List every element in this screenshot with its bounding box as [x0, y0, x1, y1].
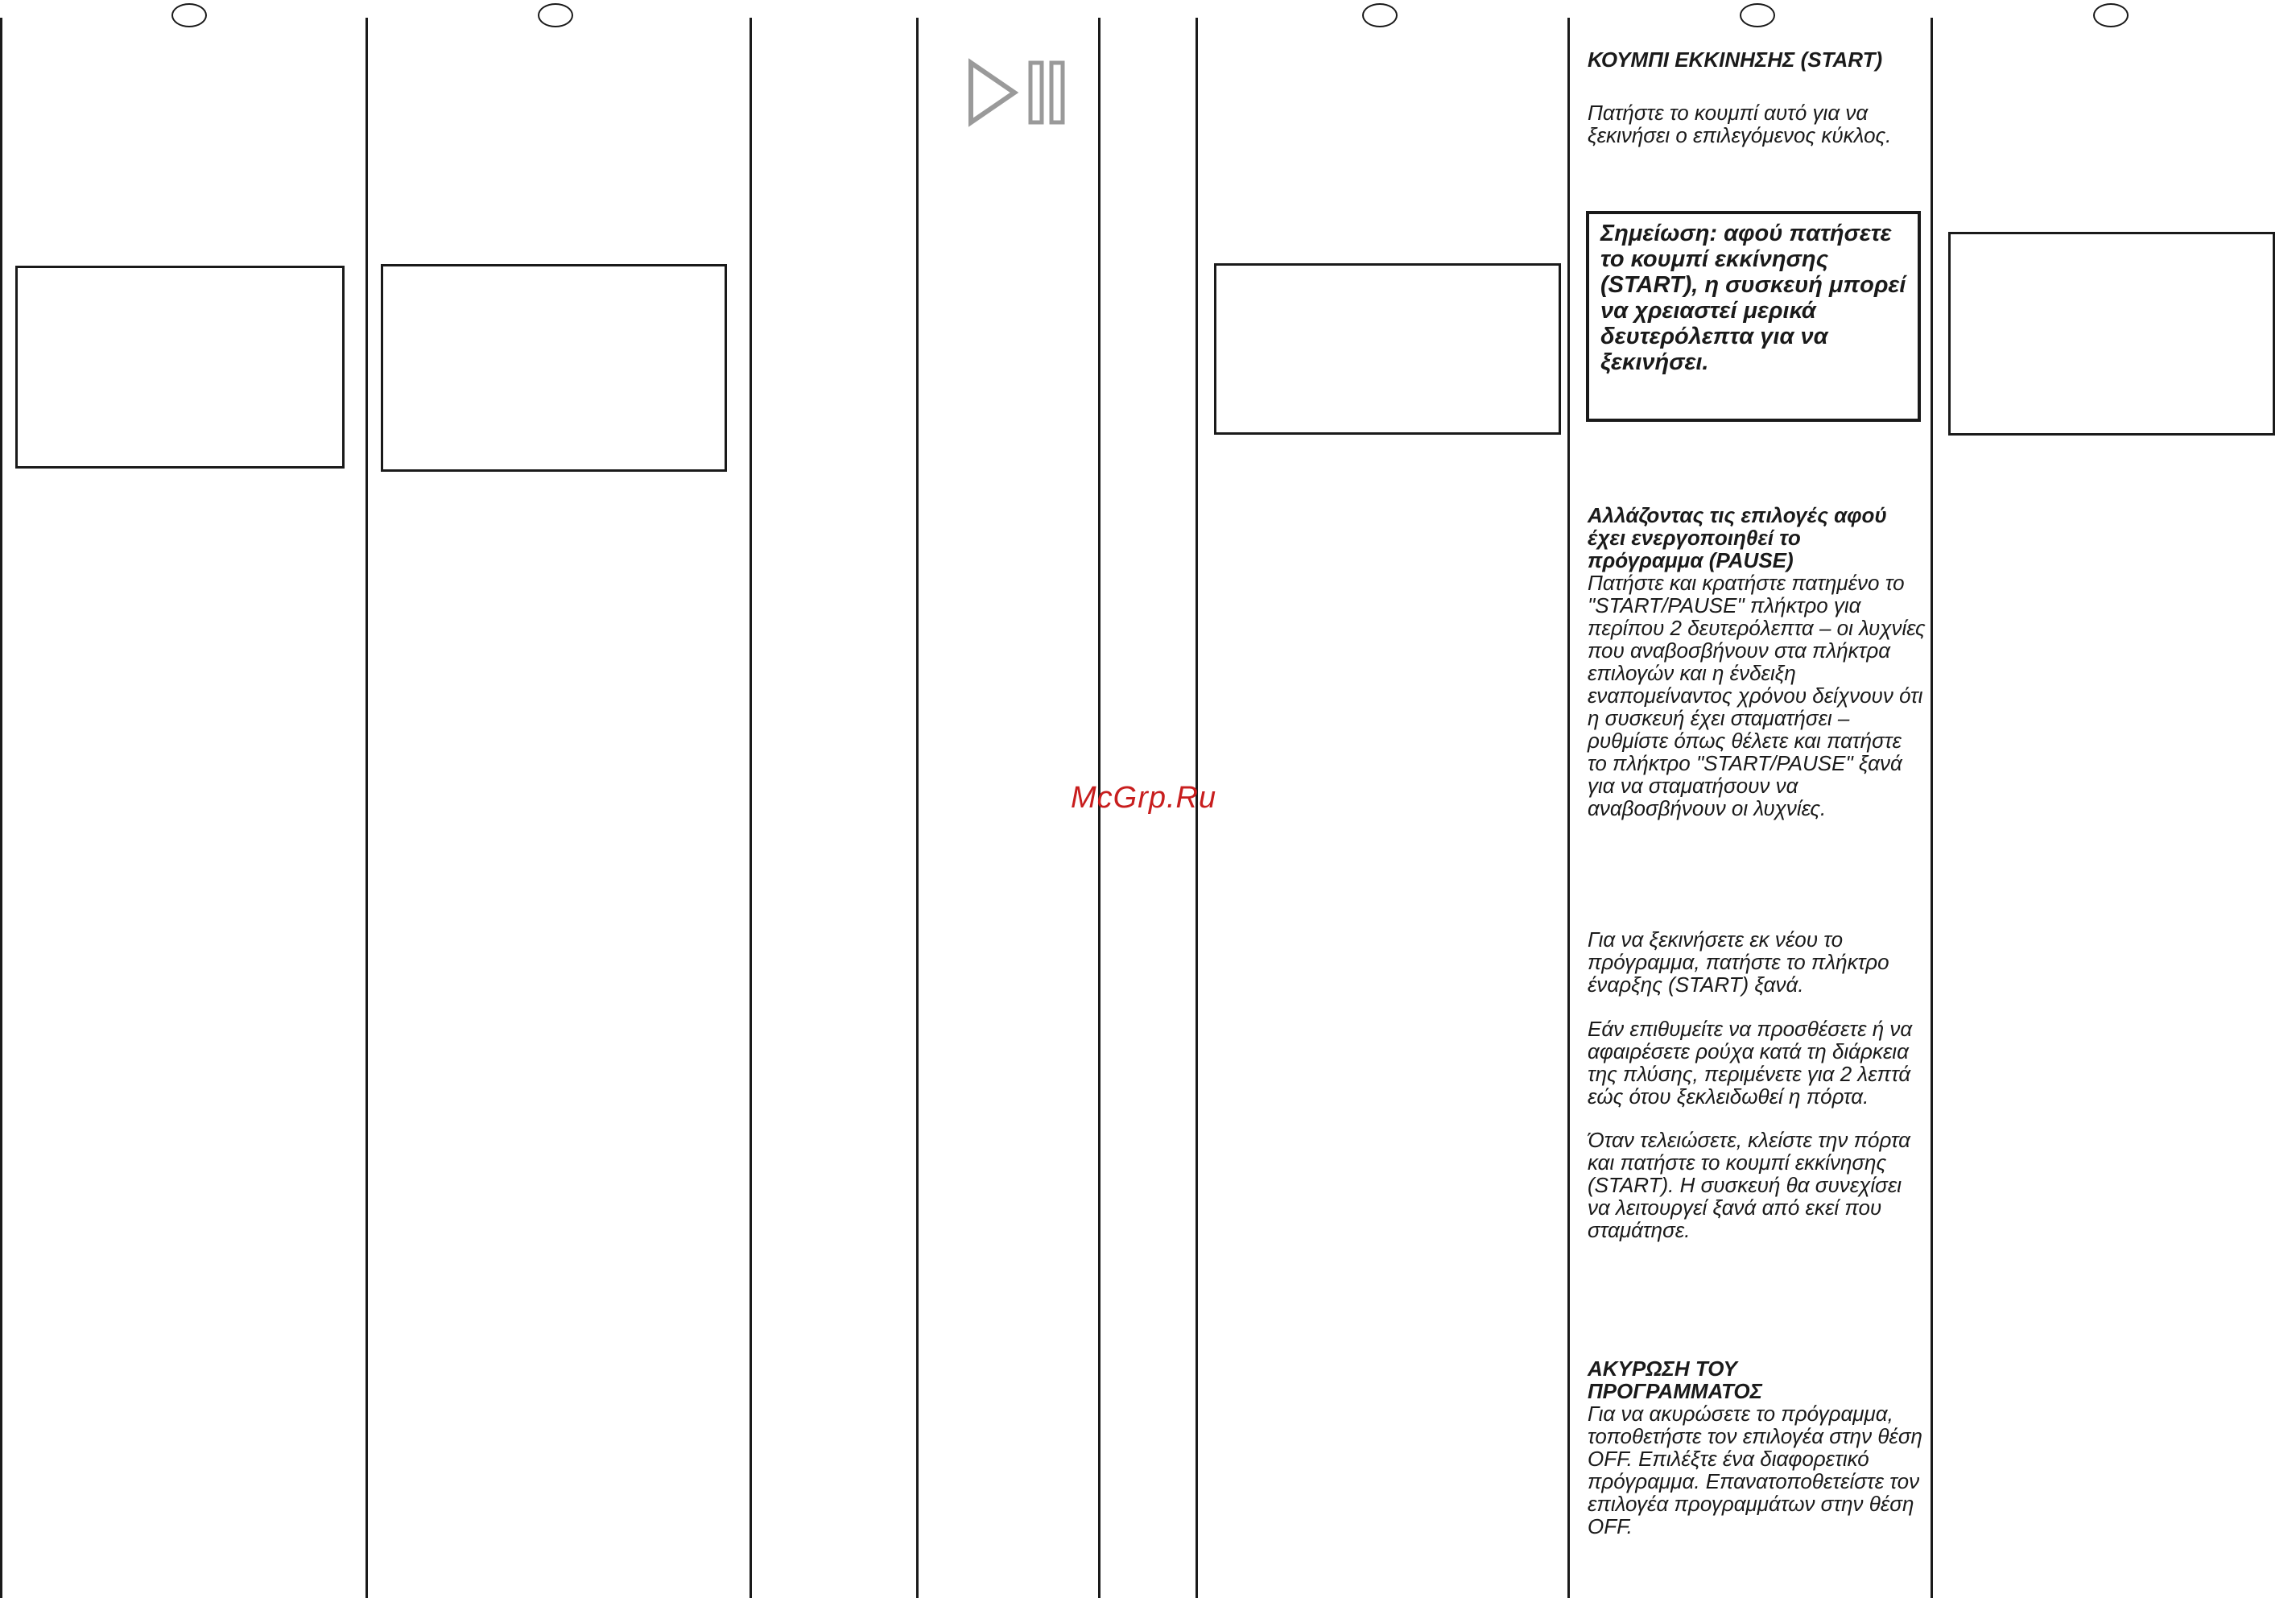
image-frame [1948, 232, 2275, 436]
binder-hole [171, 3, 207, 27]
play-pause-icon [966, 58, 1071, 127]
column-rule [916, 18, 919, 1598]
pause-body: Πατήστε και κρατήστε πατημένο το "START/PAUSE" πλήκτρο για περίπου 2 δευτερόλεπτα – οι λυχνίες που αναβοσβήνουν στα πλήκτρα επιλογών και η ένδειξη εναπομείναντος χρόνου δείχνουν ότι η συσκευή έχει σταματήσει – ρυθμίστε όπως θέλετε και πατήστε το πλήκτρο "START/PAUSE" ξανά για να σταματήσουν να αναβοσβήνουν οι λυχνίες. [1588, 571, 1926, 820]
watermark: McGrp.Ru [1071, 781, 1217, 815]
column-rule [750, 18, 752, 1598]
start-heading: ΚΟΥΜΠΙ ΕΚΚΙΝΗΣΗΣ (START) [1588, 47, 1883, 72]
column-rule [1567, 18, 1570, 1598]
pause-heading: Αλλάζοντας τις επιλογές αφού έχει ενεργοποιηθεί το πρόγραμμα (PAUSE) [1588, 503, 1887, 572]
restart-body: Για να ξεκινήσετε εκ νέου το πρόγραμμα, πατήστε το πλήκτρο έναρξης (START) ξανά. [1588, 927, 1889, 997]
binder-hole [1362, 3, 1398, 27]
cancel-body: Για να ακυρώσετε το πρόγραμμα, τοποθετήστε τον επιλογέα στην θέση OFF. Επιλέξτε ένα διαφορετικό πρόγραμμα. Επανατοποθετείστε τον επιλογέα προγραμμάτων στην θέση OFF. [1588, 1402, 1922, 1538]
add-laundry-body: Εάν επιθυμείτε να προσθέσετε ή να αφαιρέσετε ρούχα κατά τη διάρκεια της πλύσης, περιμένετε για 2 λεπτά εώς ότου ξεκλειδωθεί η πόρτα. [1588, 1017, 1913, 1109]
binder-hole [2093, 3, 2129, 27]
cancel-heading: ΑΚΥΡΩΣΗ ΤΟΥ ΠΡΟΓΡΑΜΜΑΤΟΣ [1588, 1356, 1762, 1403]
binder-hole [538, 3, 573, 27]
note-box: Σημείωση: αφού πατήσετε το κουμπί εκκίνησης (START), η συσκευή μπορεί να χρειαστεί μερικά δευτερόλεπτα για να ξεκινήσει. [1586, 211, 1921, 422]
binder-hole [1740, 3, 1775, 27]
image-frame [15, 266, 345, 469]
image-frame [1214, 263, 1561, 435]
column-rule [365, 18, 368, 1598]
column-rule [1931, 18, 1933, 1598]
resume-body: Όταν τελειώσετε, κλείστε την πόρτα και πατήστε το κουμπί εκκίνησης (START). Η συσκευή θα συνεχίσει να λειτουργεί ξανά από εκεί που σταμάτησε. [1588, 1128, 1910, 1242]
column-rule [0, 18, 2, 1598]
start-body: Πατήστε το κουμπί αυτό για να ξεκινήσει ο επιλεγόμενος κύκλος. [1588, 101, 1892, 147]
image-frame [381, 264, 727, 472]
